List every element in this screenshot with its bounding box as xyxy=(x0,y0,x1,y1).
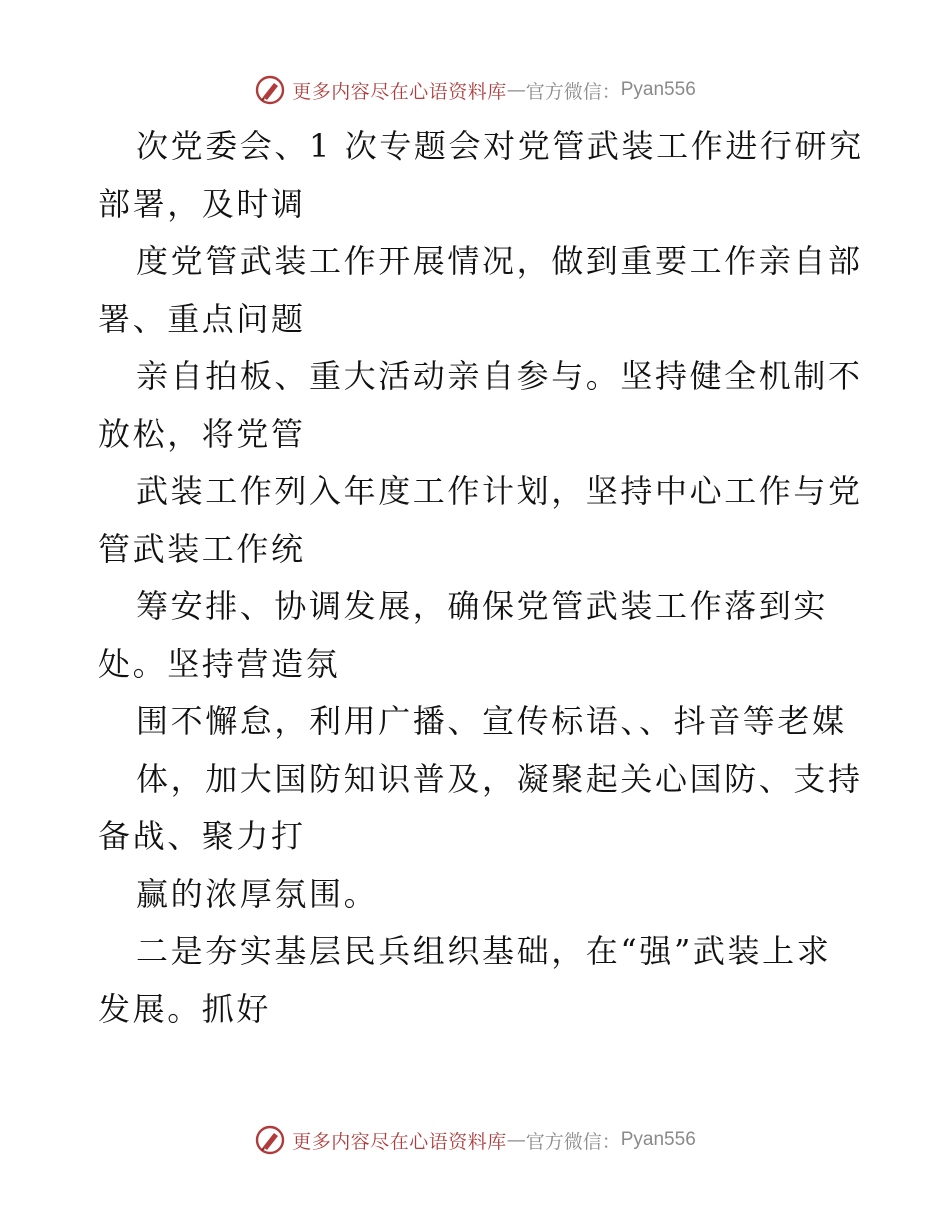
watermark-id: Pyan556 xyxy=(620,1129,696,1150)
document-body xyxy=(98,118,864,1038)
body-line: 次党委会、1 次专题会对党管武装工作进行研究 xyxy=(136,127,864,165)
body-line: 发展。抓好 xyxy=(98,989,272,1028)
watermark-brand: 更多内容尽在心语资料库 xyxy=(292,1130,507,1153)
body-line: 备战、聚力打 xyxy=(98,817,306,855)
watermark-brand: 更多内容尽在心语资料库 xyxy=(292,80,507,103)
header-watermark xyxy=(0,70,950,110)
watermark-separator: — xyxy=(506,79,526,101)
body-line: 武装工作列入年度工作计划，坚持中心工作与党 xyxy=(136,472,863,510)
body-line: 署、重点问题 xyxy=(98,299,306,338)
body-line: 赢的浓厚氛围。 xyxy=(136,874,379,913)
body-line: 围不懈怠，利用广播、宣传标语、、抖音等老媒 xyxy=(136,702,847,740)
body-line: 亲自拍板、重大活动亲自参与。坚持健全机制不 xyxy=(136,357,863,395)
watermark-separator: — xyxy=(506,1129,526,1151)
body-line: 二是夯实基层民兵组织基础，在“强”武装上求 xyxy=(136,932,832,970)
body-line: 体，加大国防知识普及，凝聚起关心国防、支持 xyxy=(136,759,863,798)
body-line: 放松，将党管 xyxy=(98,414,306,453)
pen-logo-icon xyxy=(254,74,286,106)
body-line: 筹安排、协调发展，确保党管武装工作落到实 xyxy=(136,587,829,625)
watermark-label: 官方微信： xyxy=(525,80,621,103)
watermark-label: 官方微信： xyxy=(525,1130,621,1153)
body-line: 部署，及时调 xyxy=(98,184,306,223)
pen-logo-icon xyxy=(254,1124,286,1156)
body-line: 度党管武装工作开展情况，做到重要工作亲自部 xyxy=(136,242,863,280)
body-line: 处。坚持营造氛 xyxy=(98,644,341,683)
body-line: 管武装工作统 xyxy=(98,529,306,568)
footer-watermark xyxy=(0,1120,950,1160)
watermark-id: Pyan556 xyxy=(620,79,696,100)
